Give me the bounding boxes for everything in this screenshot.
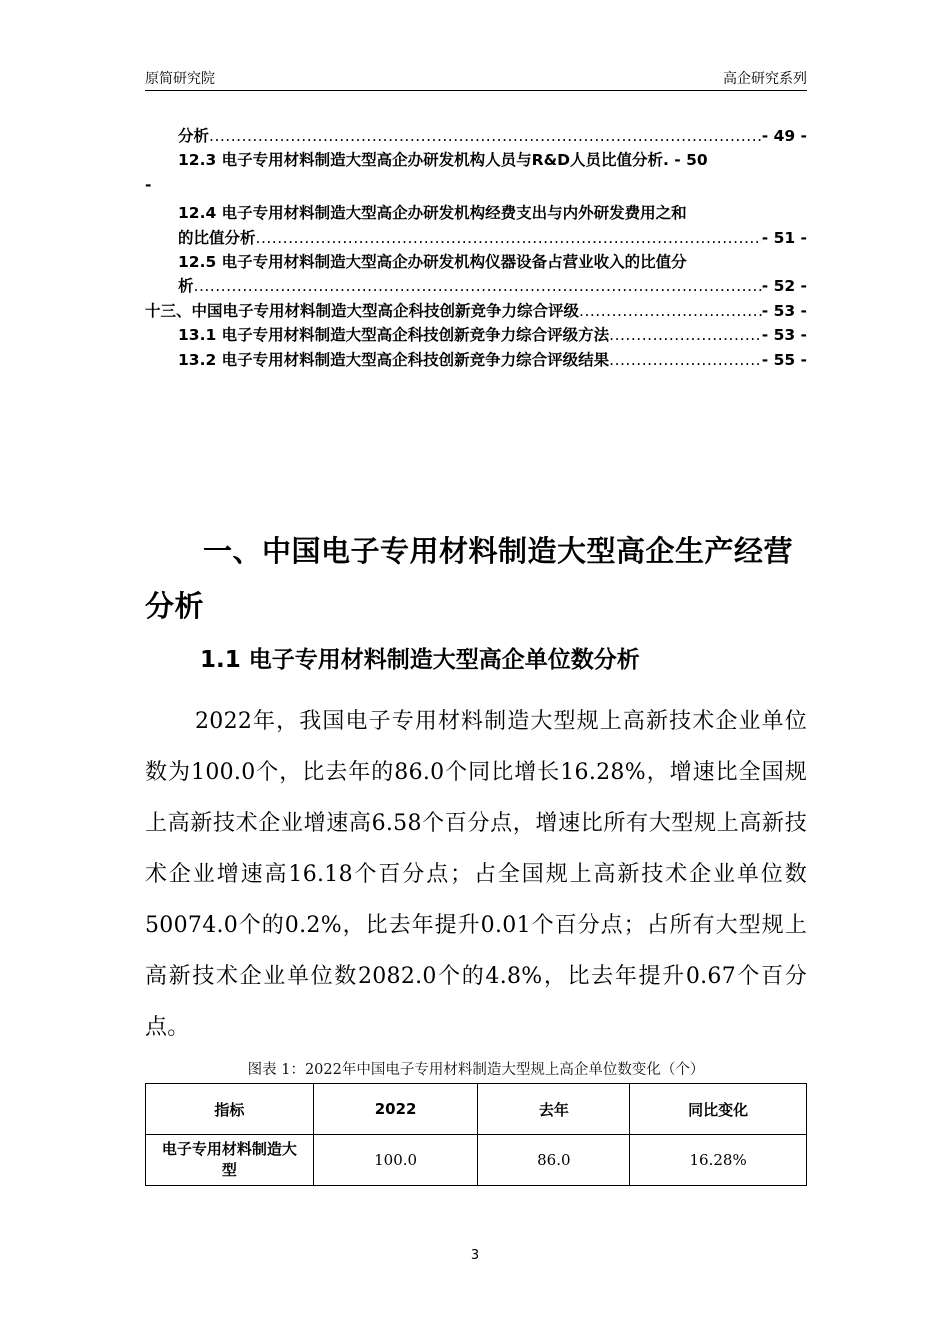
table-row: [146, 1135, 807, 1186]
toc-entry-page-tail: -: [145, 175, 152, 194]
toc-leader: [256, 226, 762, 250]
table-of-contents: [145, 124, 807, 372]
toc-leader: [209, 124, 762, 148]
toc-entry[interactable]: [145, 323, 807, 347]
toc-leader: [579, 299, 762, 323]
column-header: 同比变化: [630, 1084, 807, 1135]
toc-entry-page: - 53 -: [761, 326, 807, 345]
table-cell: 电子专用材料制造大型: [146, 1135, 314, 1186]
toc-leader: [194, 274, 762, 298]
toc-leader: [609, 348, 762, 372]
toc-entry-page: - 55 -: [761, 350, 807, 369]
table-header-row: [146, 1084, 807, 1135]
header-left-text: 原简研究院: [145, 71, 215, 87]
toc-entry-title: 分析: [178, 127, 210, 145]
column-header: 2022: [313, 1084, 478, 1135]
toc-entry[interactable]: [145, 124, 807, 148]
toc-entry[interactable]: [145, 250, 807, 299]
toc-entry-page: . - 50: [662, 151, 708, 170]
toc-entry-title-cont: 的比值分析: [178, 228, 256, 247]
header-right-text: 高企研究系列: [723, 71, 807, 87]
section-heading: 一、中国电子专用材料制造大型高企生产经营分析: [145, 534, 794, 623]
data-table: [145, 1083, 807, 1186]
table-cell: 16.28%: [630, 1135, 807, 1186]
page-number: 3: [470, 1248, 480, 1263]
toc-entry-title-cont: 析: [178, 277, 194, 296]
toc-entry-page: - 49 -: [761, 127, 807, 145]
toc-entry-title: 十三、中国电子专用材料制造大型高企科技创新竞争力综合评级: [145, 301, 580, 320]
toc-entry-page: - 53 -: [761, 301, 807, 320]
subsection-heading: 1.1 电子专用材料制造大型高企单位数分析: [200, 647, 640, 673]
toc-entry-title: 12.4 电子专用材料制造大型高企办研发机构经费支出与内外研发费用之和: [178, 204, 687, 223]
toc-entry[interactable]: [145, 299, 807, 323]
toc-leader: [609, 323, 762, 347]
toc-entry-page: - 52 -: [761, 277, 807, 296]
toc-entry-title: 12.3 电子专用材料制造大型高企办研发机构人员与R&D人员比值分析: [178, 151, 663, 170]
column-header: 指标: [146, 1084, 314, 1135]
toc-entry[interactable]: [145, 201, 807, 250]
table-cell: 86.0: [478, 1135, 630, 1186]
table-caption: 图表 1：2022年中国电子专用材料制造大型规上高企单位数变化（个）: [247, 1062, 705, 1078]
table-cell: 100.0: [313, 1135, 478, 1186]
toc-entry-page: - 51 -: [761, 228, 807, 247]
toc-entry[interactable]: [145, 348, 807, 372]
toc-entry-title: 13.2 电子专用材料制造大型高企科技创新竞争力综合评级结果: [178, 350, 610, 369]
column-header: 去年: [478, 1084, 630, 1135]
page-header: [145, 64, 807, 91]
toc-entry-title: 12.5 电子专用材料制造大型高企办研发机构仪器设备占营业收入的比值分: [178, 253, 687, 272]
toc-entry-title: 13.1 电子专用材料制造大型高企科技创新竞争力综合评级方法: [178, 326, 610, 345]
body-paragraph: 2022年，我国电子专用材料制造大型规上高新技术企业单位数为100.0个，比去年的86.0个同比增长16.28%，增速比全国规上高新技术企业增速高6.58个百分点，增速比所有大型规上高新技术企业增速高16.18个百分点；占全国规上高新技术企业单位数50074.0个的0.2%，比去年提升0.01个百分点；占所有大型规上高新技术企业单位数2082.0个的4.8%，比去年提升0.67个百分点。: [145, 709, 807, 1040]
toc-entry[interactable]: [145, 148, 807, 197]
